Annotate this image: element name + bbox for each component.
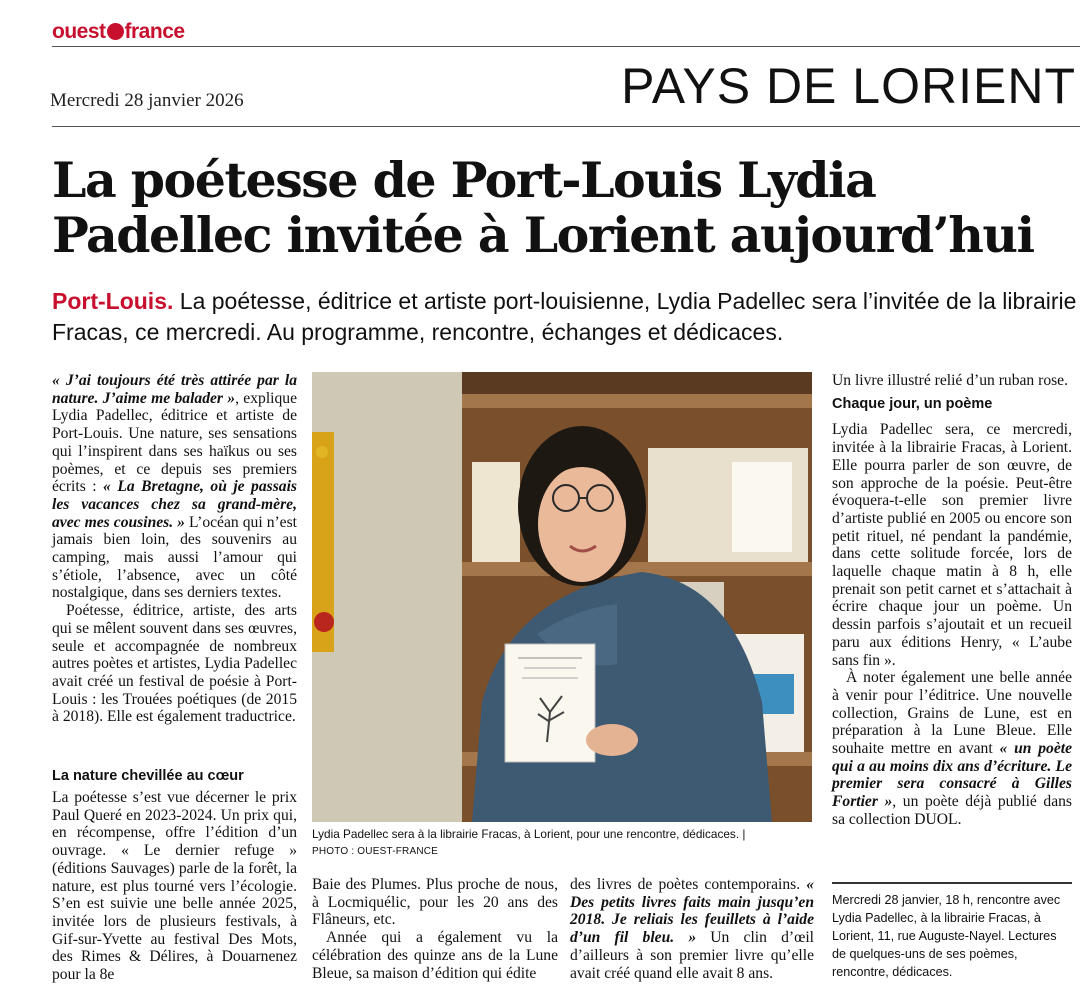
paragraph (832, 669, 1072, 828)
section-divider (52, 126, 1080, 127)
subhead-nature: La nature chevillée au cœur (52, 768, 244, 784)
text: des livres de poètes contemporains. (570, 876, 807, 893)
text: , explique Lydia Padellec, éditrice et artiste de Port-Louis. Une nature, ses sensations qui l’inspirent dans ses haïkus ou ses poèmes, et ce depuis ses premiers écrits : (52, 389, 298, 496)
text: L’océan qui n’est jamais bien loin, des souvenirs au camping, mais aussi l’amour qui s’étiole, l’absence, avec un côté nostalgique, dans ses derniers textes. (52, 513, 298, 602)
text: À noter également une belle année à venir pour l’éditrice. Une nouvelle collection, Grains de Lune, est en préparation à la Lune Bleue. Elle souhaite mettre en avant (832, 669, 1072, 758)
paragraph: La poétesse s’est vue décerner le prix Paul Queré en 2023-2024. Un prix qui, en récompense, offre l’édition d’un ouvrage. « Le dernier refuge » (éditions Sauvages) parle de la forêt, la nature, est plus tourné vers l’écologie. S’en est suivie une belle année 2025, invitée lors de plusieurs festivals, à Gif-sur-Yvette au festival Des Mots, des Rimes & Délires, à Douarnenez pour la 8e (52, 789, 297, 984)
quote: « J’ai toujours été très attirée par la nature. J’aime me balader » (52, 372, 297, 407)
brand-logo[interactable] (52, 20, 185, 44)
column-1 (52, 372, 297, 726)
paragraph: Baie des Plumes. Plus proche de nous, à Locmiquélic, pour les 20 ans des Flâneurs, etc. (312, 876, 558, 929)
paragraph: Un livre illustré relié d’un ruban rose. (832, 372, 1069, 389)
paragraph: Lydia Padellec sera, ce mercredi, invitée à la librairie Fracas, à Lorient. Elle pourra parler de son œuvre, de son approche de la poésie. Peut-être évoquera-t-elle son premier livre d’artiste publié en 2005 ou encore son petit rituel, né pendant la pandémie, dans cette solitude forcée, lors de laquelle chaque matin à 8 h, elle prenait son petit carnet et s’attachait à écrire chaque jour un poème. Un dessin parfois s’ajoutait et un recueil paru aux éditions Henry, « L’aube sans fin ». (832, 421, 1072, 669)
info-divider (832, 882, 1072, 884)
column-4 (832, 372, 1072, 829)
caption-text: Lydia Padellec sera à la librairie Fracas, à Lorient, pour une rencontre, dédicaces. | (312, 827, 746, 841)
photo-caption (312, 826, 812, 860)
article-headline: La poétesse de Port-Louis Lydia Padellec invitée à Lorient aujourd’hui (52, 151, 1034, 264)
paragraph: Année qui a également vu la célébration des quinze ans de la Lune Bleue, sa maison d’édition qui édite (312, 929, 558, 982)
article-lede (52, 286, 1080, 348)
paragraph: Poétesse, éditrice, artiste, des arts qui se mêlent souvent dans ses œuvres, seule et accompagnée de nombreux autres poètes et artistes, Lydia Padellec avait créé un festival de poésie à Port-Louis : les Trouées poétiques (de 2015 à 2018). Elle est également traductrice. (52, 602, 297, 726)
column-3 (570, 876, 814, 982)
column-1-continued (52, 789, 297, 984)
quote: « un poète qui a au moins dix ans d’écriture. Le premier sera consacré à Gilles Fortier » (832, 740, 1072, 811)
brand-mark-icon (107, 23, 124, 40)
article-photo (312, 372, 812, 822)
column-2 (312, 876, 558, 982)
lede-place: Port-Louis. (52, 288, 174, 314)
portrait-illustration (312, 372, 812, 822)
quote: « Des petits livres faits main jusqu’en 2018. Je reliais les feuillets à l’aide d’un fil bleu. » (570, 876, 814, 947)
publication-date: Mercredi 28 janvier 2026 (50, 90, 244, 111)
quote: « La Bretagne, où je passais les vacances chez sa grand-mère, avec mes cousines. » (52, 478, 297, 531)
top-divider (52, 46, 1080, 47)
event-info-box: Mercredi 28 janvier, 18 h, rencontre avec Lydia Padellec, à la librairie Fracas, à Lorient, 11, rue Auguste-Nayel. Lectures de quelques-uns de ses poèmes, rencontre, dédicaces. (832, 893, 1061, 979)
text: Un clin d’œil d’ailleurs à son premier livre qu’elle avait créé quand elle avait 8 ans. (570, 929, 814, 982)
paragraph (52, 372, 297, 602)
subhead-poem: Chaque jour, un poème (832, 395, 993, 412)
text: , un poète déjà publié dans sa collection DUOL. (832, 793, 1072, 828)
paragraph (570, 876, 814, 982)
brand-left: ouest (52, 20, 106, 43)
lede-text: La poétesse, éditrice et artiste port-louisienne, Lydia Padellec sera l’invitée de la librairie Fracas, ce mercredi. Au programme, rencontre, échanges et dédicaces. (52, 288, 1077, 345)
section-title: PAYS DE LORIENT (621, 58, 1076, 114)
photo-credit: PHOTO : OUEST-FRANCE (312, 846, 439, 857)
brand-right: france (124, 20, 185, 43)
